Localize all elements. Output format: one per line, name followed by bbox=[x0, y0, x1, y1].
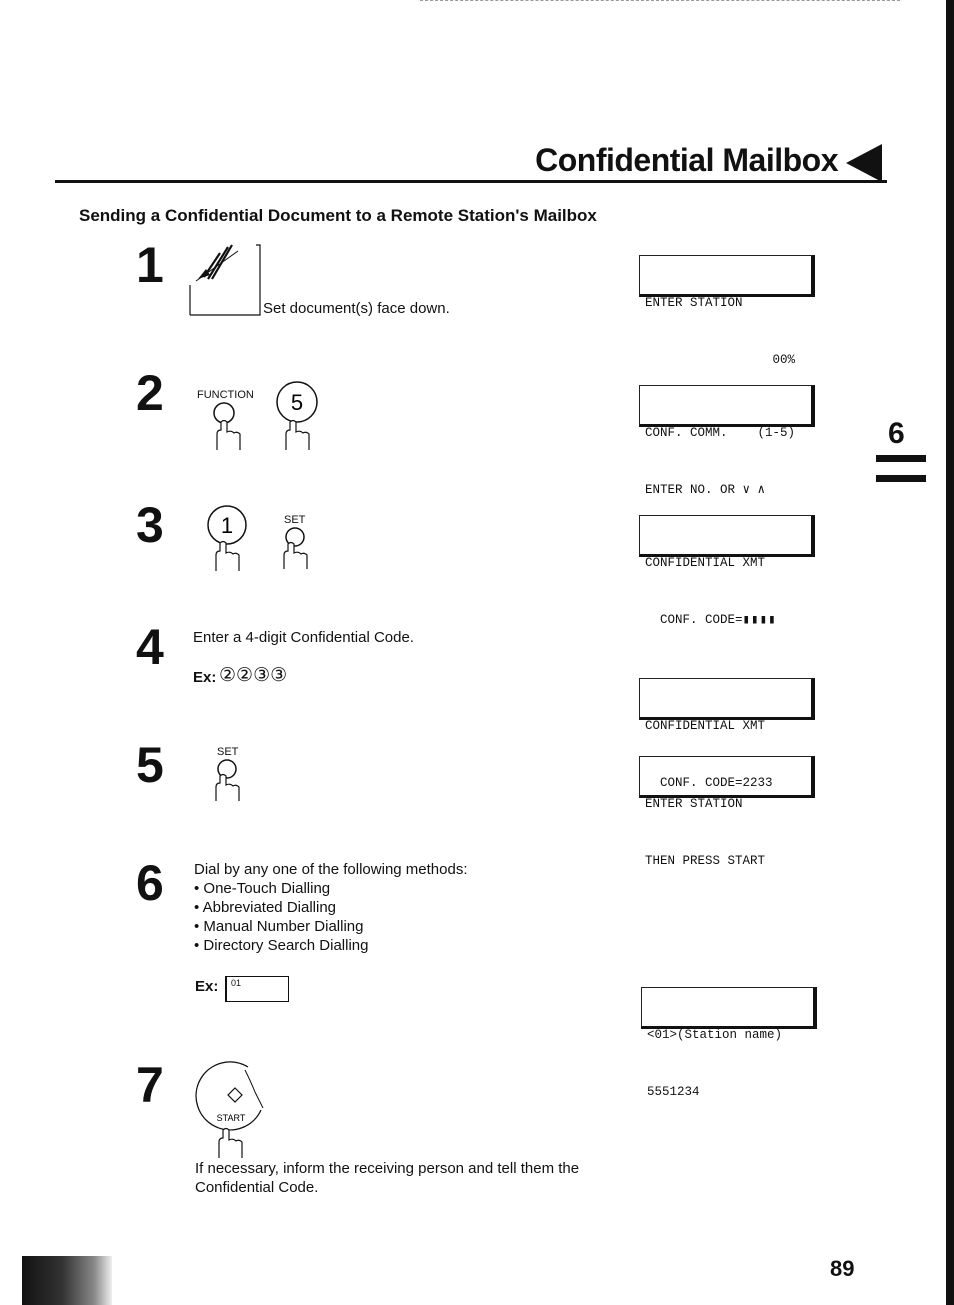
step-number: 3 bbox=[136, 497, 164, 553]
lcd-line-1: ENTER STATION bbox=[645, 797, 743, 811]
lcd-line-1: <01>(Station name) bbox=[647, 1028, 783, 1042]
start-diamond-icon bbox=[228, 1088, 242, 1102]
top-scan-line bbox=[420, 0, 900, 2]
example-label: Ex: bbox=[193, 669, 217, 686]
lcd-line-1: CONFIDENTIAL XMT bbox=[645, 556, 766, 570]
step-4-text: Enter a 4-digit Confidential Code. bbox=[193, 629, 414, 646]
lcd-display bbox=[639, 678, 815, 790]
lcd-line-2: CONF. CODE=2233 bbox=[645, 776, 773, 790]
chapter-tab-number: 6 bbox=[888, 417, 905, 450]
step-6-text: Dial by any one of the following methods: bbox=[194, 861, 468, 878]
function-key-label: FUNCTION bbox=[197, 389, 254, 401]
digit-1-key-label: 1 bbox=[220, 513, 234, 538]
scan-smudge bbox=[22, 1256, 112, 1305]
step-7-text-line-2: Confidential Code. bbox=[195, 1179, 319, 1196]
lcd-display bbox=[639, 756, 815, 868]
one-touch-key-01[interactable] bbox=[225, 976, 289, 1002]
example-label: Ex: bbox=[195, 978, 219, 995]
chapter-tab-bar bbox=[876, 475, 926, 482]
lcd-line-1: CONFIDENTIAL XMT bbox=[645, 719, 766, 733]
set-key-label: SET bbox=[217, 746, 239, 758]
page-title: Confidential Mailbox bbox=[535, 142, 838, 178]
chapter-tab-bar bbox=[876, 455, 926, 462]
step-number: 6 bbox=[136, 855, 164, 911]
lcd-display bbox=[639, 255, 815, 367]
step-number: 5 bbox=[136, 737, 164, 793]
set-key-press-icon[interactable] bbox=[276, 526, 316, 570]
document-feeder-icon bbox=[190, 245, 262, 317]
dial-method-item: • Manual Number Dialling bbox=[194, 918, 364, 935]
title-rule bbox=[55, 180, 887, 183]
one-touch-key-label: 01 bbox=[231, 978, 242, 988]
example-code-digits: ②②③③ bbox=[219, 665, 288, 686]
digit-5-key-label: 5 bbox=[290, 390, 304, 415]
start-key-press-icon[interactable] bbox=[193, 1062, 268, 1160]
dial-method-item: • Directory Search Dialling bbox=[194, 937, 369, 954]
step-number: 7 bbox=[136, 1057, 164, 1113]
lcd-display bbox=[641, 987, 817, 1099]
function-key-press-icon[interactable] bbox=[200, 400, 250, 450]
dial-method-item: • Abbreviated Dialling bbox=[194, 899, 337, 916]
lcd-line-2: ENTER NO. OR ∨ ∧ bbox=[645, 483, 766, 497]
lcd-display bbox=[639, 385, 815, 497]
step-1-text: Set document(s) face down. bbox=[263, 300, 450, 317]
step-number: 1 bbox=[136, 237, 164, 293]
page-edge-bar bbox=[946, 0, 954, 1305]
title-arrow-icon bbox=[846, 144, 882, 182]
dial-method-item: • One-Touch Dialling bbox=[194, 880, 331, 897]
code-mask-blocks: ▮▮▮▮ bbox=[742, 613, 777, 627]
set-key-press-icon[interactable] bbox=[208, 758, 248, 802]
lcd-line-1: CONF. COMM. (1-5) bbox=[645, 426, 796, 440]
lcd-display bbox=[639, 515, 815, 627]
digit-5-key-press-icon[interactable] bbox=[272, 380, 322, 452]
start-key-label: START bbox=[216, 1113, 246, 1123]
digit-1-key-press-icon[interactable] bbox=[202, 505, 254, 573]
set-key-label: SET bbox=[284, 514, 306, 526]
step-7-text-line-1: If necessary, inform the receiving person and tell them the bbox=[195, 1160, 580, 1177]
lcd-line-2: 5551234 bbox=[647, 1085, 700, 1099]
page-number: 89 bbox=[830, 1256, 855, 1281]
lcd-line-1: ENTER STATION bbox=[645, 296, 743, 310]
lcd-line-2: 00% bbox=[645, 353, 796, 367]
section-heading: Sending a Confidential Document to a Remote Station's Mailbox bbox=[79, 206, 597, 225]
lcd-line-2: THEN PRESS START bbox=[645, 854, 766, 868]
lcd-line-2: CONF. CODE= bbox=[645, 613, 743, 627]
step-number: 2 bbox=[136, 365, 164, 421]
step-number: 4 bbox=[136, 619, 164, 675]
